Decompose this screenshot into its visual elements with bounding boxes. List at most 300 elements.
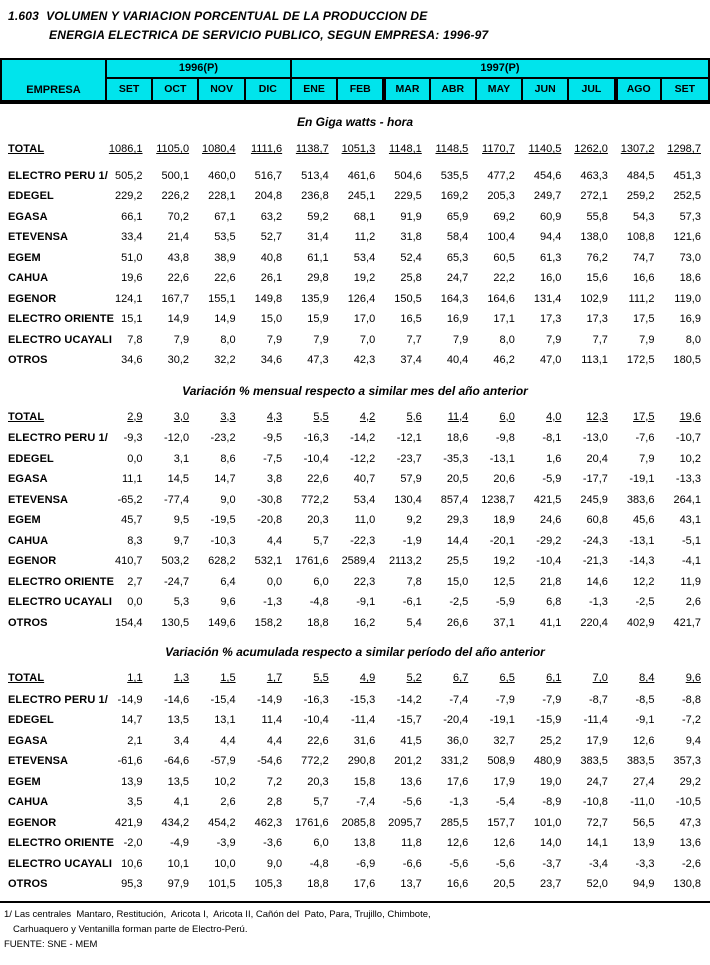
value-cell: -8,8: [682, 693, 701, 706]
value-cell: 13,6: [400, 775, 422, 788]
value-cell: 43,1: [679, 514, 701, 527]
value-cell: 65,9: [446, 210, 469, 223]
row-label: CAHUA: [8, 796, 49, 809]
value-cell: -21,3: [582, 555, 608, 568]
value-cell: 55,8: [586, 210, 608, 223]
value-cell: -5,9: [542, 473, 562, 486]
value-cell: 410,7: [115, 555, 143, 568]
value-cell: -1,3: [263, 596, 283, 609]
value-cell: 4,1: [173, 796, 190, 809]
value-cell: 31,4: [307, 231, 329, 244]
value-cell: 1262,0: [574, 143, 608, 156]
month-header-1996-nov: NOV: [199, 79, 245, 100]
value-cell: 5,6: [406, 410, 422, 423]
page-title-line2: ENERGIA ELECTRICA DE SERVICIO PUBLICO, SEGUN EMPRESA: 1996-97: [49, 28, 489, 42]
value-cell: 2,1: [127, 734, 143, 747]
value-cell: 245,9: [580, 493, 608, 506]
value-cell: -15,9: [536, 714, 562, 727]
value-cell: 149,8: [254, 292, 283, 305]
value-cell: 2,7: [127, 575, 143, 588]
value-cell: 15,9: [307, 313, 329, 326]
value-cell: -14,6: [163, 693, 190, 706]
value-cell: -57,9: [210, 755, 236, 768]
table-row: [0, 690, 710, 711]
value-cell: 17,5: [633, 313, 655, 326]
row-label: ELECTRO PERU 1/: [8, 693, 108, 706]
value-cell: 205,3: [487, 190, 515, 203]
section-gigawatts-title: En Giga watts - hora: [296, 115, 413, 129]
value-cell: 60,9: [539, 210, 562, 223]
value-cell: 15,1: [121, 313, 143, 326]
table-row: [0, 186, 710, 207]
value-cell: 130,8: [673, 878, 701, 891]
table-row: [0, 248, 710, 269]
value-cell: -14,9: [117, 693, 143, 706]
value-cell: -5,4: [495, 796, 515, 809]
value-cell: 167,7: [161, 292, 190, 305]
row-label: ELECTRO UCAYALI: [8, 333, 112, 346]
value-cell: -22,3: [350, 534, 376, 547]
value-cell: 31,8: [400, 231, 422, 244]
value-cell: 94,9: [633, 878, 655, 891]
value-cell: -10,5: [675, 796, 701, 809]
value-cell: 504,6: [394, 169, 422, 182]
table-row: [0, 731, 710, 752]
value-cell: -5,6: [402, 796, 422, 809]
table-row: [0, 531, 710, 552]
value-cell: 6,0: [499, 410, 515, 423]
value-cell: 40,7: [353, 473, 376, 486]
value-cell: 16,9: [679, 313, 701, 326]
value-cell: 14,1: [586, 837, 608, 850]
value-cell: 12,6: [493, 837, 515, 850]
value-cell: -23,2: [210, 432, 236, 445]
value-cell: -1,9: [402, 534, 422, 547]
row-label: EDEGEL: [8, 452, 54, 465]
value-cell: 18,6: [679, 272, 701, 285]
value-cell: -14,9: [257, 693, 283, 706]
value-cell: 454,2: [208, 816, 236, 829]
value-cell: -2,0: [123, 837, 143, 850]
value-cell: 460,0: [208, 169, 236, 182]
value-cell: 9,0: [220, 493, 236, 506]
value-cell: 2,9: [127, 410, 143, 423]
value-cell: -6,6: [402, 857, 422, 870]
value-cell: 172,5: [626, 354, 655, 367]
value-cell: 17,0: [353, 313, 376, 326]
value-cell: -10,4: [303, 714, 329, 727]
value-cell: 8,6: [220, 452, 236, 465]
value-cell: 18,8: [307, 616, 329, 629]
value-cell: 119,0: [674, 292, 701, 305]
row-label: EGASA: [8, 473, 48, 486]
value-cell: 17,1: [493, 313, 515, 326]
value-cell: 9,4: [685, 734, 701, 747]
page-title-line1: 1.603 VOLUMEN Y VARIACION PORCENTUAL DE LA PRODUCCION DE: [8, 9, 428, 23]
value-cell: 11,0: [354, 514, 376, 527]
row-label: EGENOR: [8, 292, 57, 305]
row-label: OTROS: [8, 354, 48, 367]
value-cell: 51,0: [121, 251, 143, 264]
value-cell: 1051,3: [341, 143, 376, 156]
year-1996-header-cell: 1996(P): [107, 60, 292, 79]
month-header-1997-set: SET: [674, 83, 696, 95]
value-cell: 6,4: [220, 575, 236, 588]
value-cell: 19,6: [679, 410, 701, 423]
production-table-header: [0, 58, 710, 104]
value-cell: 9,6: [220, 596, 236, 609]
value-cell: 32,2: [214, 354, 236, 367]
value-cell: 463,3: [580, 169, 608, 182]
value-cell: 66,1: [121, 210, 143, 223]
value-cell: -10,4: [536, 555, 562, 568]
value-cell: 91,9: [400, 210, 422, 223]
value-cell: 100,4: [487, 231, 515, 244]
value-cell: -16,3: [303, 432, 329, 445]
value-cell: -4,9: [170, 837, 190, 850]
value-cell: -9,1: [356, 596, 376, 609]
value-cell: 61,3: [539, 251, 562, 264]
value-cell: -12,1: [396, 432, 422, 445]
value-cell: 454,6: [533, 169, 562, 182]
value-cell: 5,5: [313, 672, 329, 685]
value-cell: 17,5: [633, 410, 655, 423]
value-cell: -11,4: [583, 714, 608, 727]
value-cell: 74,7: [633, 251, 655, 264]
value-cell: 516,7: [254, 169, 283, 182]
value-cell: 11,9: [680, 575, 701, 588]
value-cell: -30,8: [257, 493, 283, 506]
table-row: [0, 668, 710, 689]
value-cell: -7,2: [682, 714, 701, 727]
value-cell: 8,0: [499, 333, 515, 346]
value-cell: 155,1: [208, 292, 236, 305]
value-cell: 135,9: [301, 292, 329, 305]
value-cell: 67,1: [214, 210, 236, 223]
value-cell: -54,6: [257, 755, 283, 768]
value-cell: -20,1: [489, 534, 515, 547]
value-cell: -9,3: [123, 432, 143, 445]
value-cell: 69,2: [493, 210, 515, 223]
value-cell: 10,1: [167, 857, 190, 870]
value-cell: 1,5: [220, 672, 236, 685]
value-cell: 52,0: [586, 878, 608, 891]
table-row: [0, 813, 710, 834]
value-cell: 13,7: [400, 878, 422, 891]
value-cell: 236,8: [301, 190, 329, 203]
value-cell: -35,3: [443, 452, 469, 465]
table-row: [0, 592, 710, 613]
value-cell: 150,5: [394, 292, 422, 305]
value-cell: 45,6: [633, 514, 655, 527]
value-cell: 124,1: [115, 292, 143, 305]
value-cell: 22,6: [307, 734, 329, 747]
value-cell: 331,2: [440, 755, 469, 768]
value-cell: 272,1: [580, 190, 608, 203]
value-cell: 7,9: [639, 452, 655, 465]
value-cell: 383,5: [580, 755, 608, 768]
value-cell: 421,9: [115, 816, 143, 829]
value-cell: 63,2: [260, 210, 283, 223]
value-cell: 47,0: [539, 354, 562, 367]
table-row: [0, 428, 710, 449]
value-cell: 513,4: [301, 169, 329, 182]
value-cell: 500,1: [161, 169, 190, 182]
section-accumulated-variation-title: Variación % acumulada respecto a similar período del año anterior: [165, 645, 545, 659]
value-cell: 6,0: [313, 837, 329, 850]
value-cell: 462,3: [254, 816, 283, 829]
value-cell: 56,5: [633, 816, 655, 829]
value-cell: 97,9: [167, 878, 190, 891]
value-cell: 18,6: [446, 432, 469, 445]
value-cell: -19,1: [629, 473, 655, 486]
value-cell: 73,0: [679, 251, 701, 264]
value-cell: 11,2: [354, 231, 376, 244]
value-cell: 5,3: [173, 596, 190, 609]
table-row: [0, 469, 710, 490]
value-cell: 22,6: [214, 272, 236, 285]
value-cell: 40,4: [446, 354, 469, 367]
value-cell: 21,8: [539, 575, 562, 588]
month-header-1996-dic: DIC: [246, 79, 292, 100]
value-cell: 37,1: [493, 616, 515, 629]
value-cell: 16,6: [633, 272, 655, 285]
value-cell: 1086,1: [108, 143, 143, 156]
table-row: [0, 613, 710, 634]
value-cell: 505,2: [115, 169, 143, 182]
value-cell: -8,5: [635, 693, 655, 706]
row-label: OTROS: [8, 878, 48, 891]
value-cell: 14,6: [586, 575, 608, 588]
value-cell: -2,5: [635, 596, 655, 609]
value-cell: 36,0: [446, 734, 469, 747]
value-cell: 22,3: [353, 575, 376, 588]
month-header-1997-feb: FEB: [338, 79, 384, 100]
value-cell: 503,2: [161, 555, 190, 568]
value-cell: -5,6: [495, 857, 515, 870]
value-cell: 0,0: [127, 596, 143, 609]
value-cell: 12,6: [633, 734, 655, 747]
month-header-1996-set: SET: [107, 79, 153, 100]
value-cell: 1148,1: [388, 143, 422, 156]
value-cell: 9,7: [173, 534, 190, 547]
value-cell: 2113,2: [388, 555, 422, 568]
table-row: [0, 710, 710, 731]
value-cell: 15,6: [586, 272, 608, 285]
value-cell: -10,3: [210, 534, 236, 547]
table-row: [0, 207, 710, 228]
value-cell: 461,6: [347, 169, 376, 182]
value-cell: 157,7: [487, 816, 515, 829]
value-cell: 34,6: [260, 354, 283, 367]
value-cell: 477,2: [487, 169, 515, 182]
value-cell: 20,5: [446, 473, 469, 486]
value-cell: 113,1: [581, 354, 608, 367]
value-cell: 12,5: [493, 575, 515, 588]
value-cell: 532,1: [254, 555, 283, 568]
value-cell: 1138,7: [295, 143, 329, 156]
row-label: ELECTRO ORIENTE: [8, 313, 115, 326]
value-cell: 126,4: [347, 292, 376, 305]
value-cell: 70,2: [167, 210, 190, 223]
value-cell: 6,8: [546, 596, 562, 609]
value-cell: 27,4: [633, 775, 655, 788]
value-cell: 226,2: [161, 190, 190, 203]
table-row: [0, 268, 710, 289]
value-cell: 3,8: [266, 473, 283, 486]
value-cell: -29,2: [536, 534, 562, 547]
row-label: EGEM: [8, 251, 41, 264]
value-cell: 42,3: [353, 354, 376, 367]
value-cell: 13,9: [633, 837, 655, 850]
value-cell: 33,4: [121, 231, 143, 244]
value-cell: 15,0: [446, 575, 469, 588]
value-cell: 0,0: [266, 575, 283, 588]
value-cell: 20,3: [307, 775, 329, 788]
value-cell: 13,8: [353, 837, 376, 850]
value-cell: 24,7: [446, 272, 469, 285]
value-cell: -12,2: [350, 452, 376, 465]
row-label: ELECTRO ORIENTE: [8, 575, 115, 588]
table-row: [0, 854, 710, 875]
table-row: [0, 751, 710, 772]
value-cell: 7,9: [266, 333, 283, 346]
value-cell: -5,1: [682, 534, 701, 547]
value-cell: 1298,7: [667, 143, 701, 156]
value-cell: 290,8: [347, 755, 376, 768]
value-cell: 59,2: [307, 210, 329, 223]
value-cell: -19,1: [489, 714, 515, 727]
value-cell: 29,2: [679, 775, 701, 788]
value-cell: 47,3: [307, 354, 329, 367]
month-header-1997-jul: JUL: [569, 79, 615, 100]
value-cell: 54,3: [633, 210, 655, 223]
value-cell: 13,9: [121, 775, 143, 788]
value-cell: -10,4: [303, 452, 329, 465]
value-cell: 480,9: [533, 755, 562, 768]
value-cell: 772,2: [301, 755, 329, 768]
value-cell: 108,8: [626, 231, 655, 244]
value-cell: -8,9: [542, 796, 562, 809]
value-cell: 1307,2: [620, 143, 655, 156]
value-cell: -7,6: [635, 432, 655, 445]
value-cell: 9,0: [266, 857, 283, 870]
value-cell: 11,4: [261, 714, 283, 727]
value-cell: 32,7: [493, 734, 515, 747]
value-cell: 4,9: [359, 672, 376, 685]
row-label: ELECTRO UCAYALI: [8, 857, 112, 870]
value-cell: 229,5: [394, 190, 422, 203]
value-cell: 1,3: [173, 672, 190, 685]
value-cell: 1148,5: [435, 143, 469, 156]
value-cell: 4,0: [546, 410, 562, 423]
value-cell: 285,5: [440, 816, 469, 829]
value-cell: 76,2: [586, 251, 608, 264]
value-cell: 4,4: [266, 734, 283, 747]
value-cell: -3,7: [542, 857, 562, 870]
value-cell: 17,6: [353, 878, 376, 891]
value-cell: -64,6: [163, 755, 190, 768]
value-cell: 7,9: [313, 333, 329, 346]
row-label: CAHUA: [8, 534, 49, 547]
row-label: EDEGEL: [8, 714, 54, 727]
value-cell: 5,7: [313, 796, 329, 809]
value-cell: -7,4: [449, 693, 469, 706]
value-cell: 8,0: [685, 333, 701, 346]
value-cell: 7,0: [359, 333, 376, 346]
value-cell: 17,6: [446, 775, 469, 788]
value-cell: 14,7: [214, 473, 236, 486]
value-cell: 535,5: [440, 169, 469, 182]
table-row: [0, 166, 710, 187]
value-cell: -16,3: [303, 693, 329, 706]
value-cell: -4,8: [309, 596, 329, 609]
row-label: EGEM: [8, 775, 41, 788]
value-cell: 47,3: [679, 816, 701, 829]
value-cell: 0,0: [127, 452, 143, 465]
month-header-1997-jun: JUN: [523, 79, 569, 100]
value-cell: 10,6: [121, 857, 143, 870]
value-cell: 29,3: [446, 514, 469, 527]
value-cell: 5,4: [406, 616, 422, 629]
value-cell: 121,6: [673, 231, 701, 244]
value-cell: -1,3: [588, 596, 608, 609]
value-cell: -10,8: [582, 796, 608, 809]
value-cell: -6,1: [402, 596, 422, 609]
value-cell: 357,3: [673, 755, 701, 768]
value-cell: 5,5: [313, 410, 329, 423]
table-row: [0, 874, 710, 895]
page-title: [0, 0, 710, 45]
value-cell: -24,3: [582, 534, 608, 547]
value-cell: 52,7: [260, 231, 283, 244]
value-cell: 402,9: [626, 616, 655, 629]
value-cell: 1170,7: [482, 143, 515, 156]
section-monthly-variation-title: Variación % mensual respecto a similar mes del año anterior: [182, 383, 528, 398]
month-header-1996-oct: OCT: [153, 79, 199, 100]
value-cell: 4,2: [359, 410, 376, 423]
value-cell: 130,4: [394, 493, 422, 506]
value-cell: 102,9: [580, 292, 608, 305]
value-cell: -4,1: [682, 555, 701, 568]
value-cell: 154,4: [115, 616, 143, 629]
value-cell: 2,8: [266, 796, 283, 809]
value-cell: 3,5: [127, 796, 143, 809]
footnote-line-1: 1/ Las centrales Mantaro, Restitución, Aricota I, Aricota II, Cañón del Pato, Para, Trujillo, Chimbote,: [4, 908, 431, 920]
value-cell: 61,1: [307, 251, 329, 264]
value-cell: 17,9: [493, 775, 515, 788]
value-cell: 131,4: [533, 292, 562, 305]
value-cell: -5,9: [495, 596, 515, 609]
value-cell: 7,7: [592, 333, 608, 346]
value-cell: 169,2: [440, 190, 469, 203]
value-cell: -14,3: [629, 555, 655, 568]
value-cell: 421,7: [673, 616, 701, 629]
value-cell: 26,1: [260, 272, 283, 285]
value-cell: -15,3: [350, 693, 376, 706]
value-cell: 1111,6: [250, 143, 283, 156]
value-cell: 20,5: [493, 878, 515, 891]
value-cell: 14,5: [167, 473, 190, 486]
value-cell: 53,5: [214, 231, 236, 244]
value-cell: -1,3: [449, 796, 469, 809]
value-cell: 15,0: [260, 313, 283, 326]
value-cell: -9,8: [495, 432, 515, 445]
value-cell: 46,2: [493, 354, 515, 367]
value-cell: 12,6: [446, 837, 469, 850]
value-cell: 7,9: [173, 333, 190, 346]
value-cell: 34,6: [121, 354, 143, 367]
